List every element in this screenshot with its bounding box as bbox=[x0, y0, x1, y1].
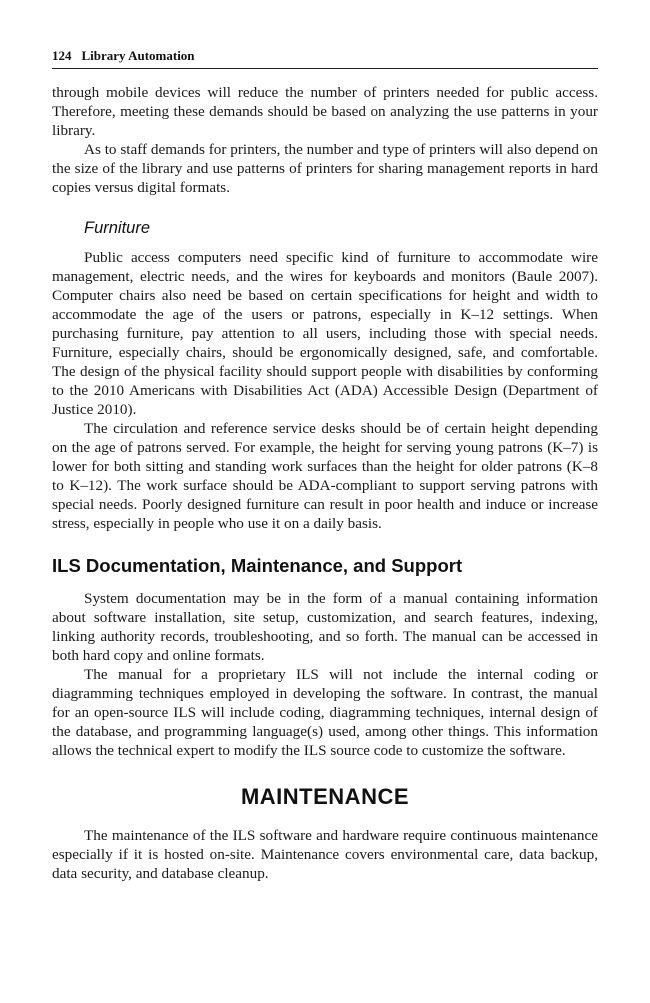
paragraph-2: As to staff demands for printers, the number and type of printers will also depend on the size of the library and use patterns of printers for sharing management reports in hard copies versus digital formats. bbox=[52, 141, 598, 196]
paragraph-4: The circulation and reference service desks should be of certain height depending on the age of patrons served. For example, the height for serving young patrons (K–7) is lower for both sitting and standing work surfaces than the height for older patrons (K–8 to K–12). The work surface should be ADA-compliant to support serving patrons with special needs. Poorly designed furniture can result in poor health and induce or increase stress, especially in people who use it on a daily basis. bbox=[52, 420, 598, 532]
furniture-heading: Furniture bbox=[84, 219, 151, 237]
paragraph-5: System documentation may be in the form of a manual containing information about software installation, site setup, customization, and search features, indexing, linking authority records, troubleshooting, and so forth. The manual can be accessed in both hard copy and online formats. bbox=[52, 590, 598, 664]
ils-section-heading: ILS Documentation, Maintenance, and Support bbox=[52, 555, 463, 576]
paragraph-3: Public access computers need specific kind of furniture to accommodate wire management, electric needs, and the wires for keyboards and monitors (Baule 2007). Computer chairs also need be based on certain specifications for height and width to accommodate the age of the users or patrons, especially in K–12 settings. When purchasing furniture, pay attention to all users, including those with special needs. Furniture, especially chairs, should be ergonomically designed, safe, and comfortable. The design of the physical facility should support people with disabilities by conforming to the 2010 Americans with Disabilities Act (ADA) Accessible Design (Department of Justice 2010). bbox=[52, 249, 598, 418]
page-number: 124 bbox=[52, 48, 72, 63]
paragraph-1: through mobile devices will reduce the number of printers needed for public access. Therefore, meeting these demands should be based on analyzing the use patterns in your library. bbox=[52, 84, 598, 139]
running-header bbox=[52, 48, 598, 69]
maintenance-heading: MAINTENANCE bbox=[240, 784, 410, 809]
running-title: Library Automation bbox=[81, 48, 195, 63]
book-page bbox=[52, 48, 598, 883]
paragraph-7: The maintenance of the ILS software and hardware require continuous maintenance especially if it is hosted on-site. Maintenance covers environmental care, data backup, data security, and database cleanup. bbox=[52, 827, 598, 882]
paragraph-6: The manual for a proprietary ILS will not include the internal coding or diagramming techniques employed in developing the software. In contrast, the manual for an open-source ILS will include coding, diagramming techniques, internal design of the database, and programming language(s) used, among other things. This information allows the technical expert to modify the ILS source code to customize the software. bbox=[52, 666, 598, 759]
